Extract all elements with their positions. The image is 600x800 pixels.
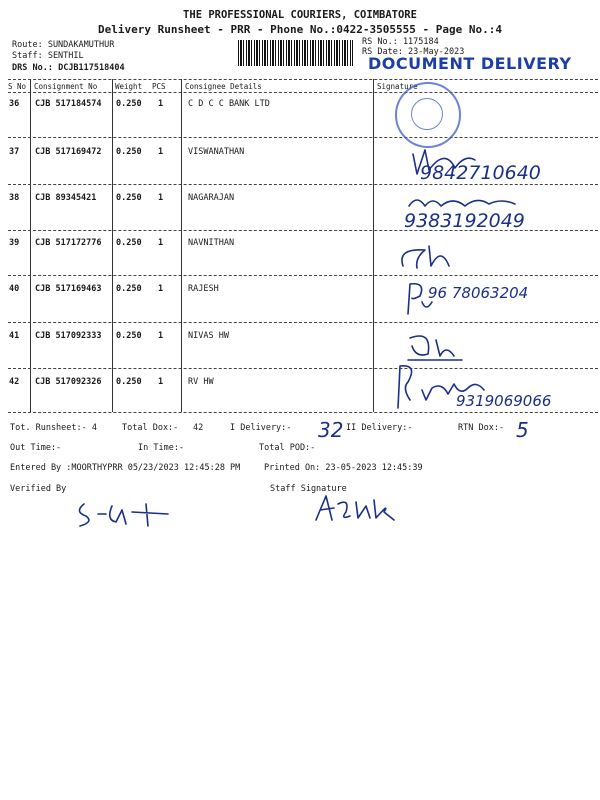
barcode: [238, 40, 353, 66]
col-consignment: Consignment No: [34, 82, 98, 91]
drs-label: DRS No.:: [12, 63, 53, 73]
handwritten-phone-37: 9842710640: [420, 162, 541, 184]
verified-by-signature: [72, 492, 182, 532]
row-divider: [8, 322, 598, 323]
row-consignee: NIVAS HW: [188, 331, 229, 341]
header-top-rule: [8, 79, 598, 80]
header-bottom-rule: [8, 92, 598, 93]
drs-number: [12, 63, 125, 73]
in-time-label: In Time:-: [138, 443, 185, 453]
row-pcs: 1: [158, 284, 164, 294]
row-consignee: VISWANATHAN: [188, 147, 245, 157]
table-bottom-rule: [8, 412, 598, 413]
row-weight: 0.250: [116, 331, 142, 341]
row-pcs: 1: [158, 331, 164, 341]
col-divider: [30, 79, 31, 412]
col-pcs: PCS: [152, 82, 166, 91]
row-pcs: 1: [158, 147, 164, 157]
row-divider: [8, 275, 598, 276]
rtn-dox-label: RTN Dox:-: [458, 423, 505, 433]
i-delivery-label: I Delivery:-: [230, 423, 292, 433]
out-time-label: Out Time:-: [10, 443, 62, 453]
col-divider: [373, 79, 374, 412]
row-pcs: 1: [158, 238, 164, 248]
handwritten-phone-40: 96 78063204: [428, 284, 529, 302]
row-consignee: NAGARAJAN: [188, 193, 235, 203]
col-consignee: Consignee Details: [185, 82, 262, 91]
staff-label: Staff: SENTHIL: [12, 51, 84, 61]
handwritten-phone-42: 9319069066: [456, 392, 552, 410]
route-label: Route: SUNDAKAMUTHUR: [12, 40, 115, 50]
row-weight: 0.250: [116, 284, 142, 294]
row-consignment: CJB 517092333: [35, 331, 102, 341]
col-weight: Weight: [115, 82, 143, 91]
row-sno: 40: [9, 284, 20, 294]
verified-by-label: Verified By: [10, 484, 67, 494]
row-weight: 0.250: [116, 99, 142, 109]
handwritten-rtn-dox: 5: [516, 418, 529, 442]
signature-39: [395, 236, 475, 276]
row-consignee: C D C C BANK LTD: [188, 99, 270, 109]
rs-number: RS No.: 1175184: [362, 37, 439, 47]
row-consignment: CJB 517169472: [35, 147, 102, 157]
row-consignee: RV HW: [188, 377, 214, 387]
total-pod-label: Total POD:-: [259, 443, 316, 453]
row-consignment: CJB 517092326: [35, 377, 102, 387]
row-weight: 0.250: [116, 147, 142, 157]
ii-delivery-label: II Delivery:-: [346, 423, 413, 433]
row-sno: 39: [9, 238, 20, 248]
staff-signature-label: Staff Signature: [270, 484, 347, 494]
row-sno: 41: [9, 331, 20, 341]
handwritten-i-delivery: 32: [318, 418, 344, 442]
rs-date: RS Date: 23-May-2023: [362, 47, 465, 57]
row-weight: 0.250: [116, 377, 142, 387]
row-divider: [8, 368, 598, 369]
handwritten-phone-38: 9383192049: [404, 210, 525, 232]
tot-runsheet: Tot. Runsheet:- 4: [10, 423, 97, 433]
company-seal-stamp: [395, 82, 461, 148]
col-sno: S No: [8, 82, 27, 91]
col-divider: [112, 79, 113, 412]
row-sno: 37: [9, 147, 20, 157]
row-pcs: 1: [158, 377, 164, 387]
row-divider: [8, 137, 598, 138]
row-sno: 38: [9, 193, 20, 203]
row-consignment: CJB 517172776: [35, 238, 102, 248]
staff-signature: [310, 490, 400, 526]
row-sno: 36: [9, 99, 20, 109]
row-consignment: CJB 89345421: [35, 193, 97, 203]
row-weight: 0.250: [116, 193, 142, 203]
total-dox-label: Total Dox:-: [122, 423, 179, 433]
row-pcs: 1: [158, 193, 164, 203]
row-consignment: CJB 517169463: [35, 284, 102, 294]
entered-by: Entered By :MOORTHYPRR 05/23/2023 12:45:28 PM: [10, 463, 241, 473]
row-weight: 0.250: [116, 238, 142, 248]
printed-on: Printed On: 23-05-2023 12:45:39: [264, 463, 423, 473]
row-sno: 42: [9, 377, 20, 387]
row-consignment: CJB 517184574: [35, 99, 102, 109]
col-divider: [181, 79, 182, 412]
row-consignee: RAJESH: [188, 284, 219, 294]
document-delivery-stamp: DOCUMENT DELIVERY: [368, 54, 572, 73]
runsheet-title: Delivery Runsheet - PRR - Phone No.:0422-3505555 - Page No.:4: [98, 23, 502, 36]
company-name: THE PROFESSIONAL COURIERS, COIMBATORE: [183, 9, 417, 21]
col-signature: Signature: [377, 82, 418, 91]
row-consignee: NAVNITHAN: [188, 238, 235, 248]
row-pcs: 1: [158, 99, 164, 109]
total-dox-value: 42: [193, 423, 204, 433]
drs-value: DCJB117518404: [58, 63, 125, 73]
